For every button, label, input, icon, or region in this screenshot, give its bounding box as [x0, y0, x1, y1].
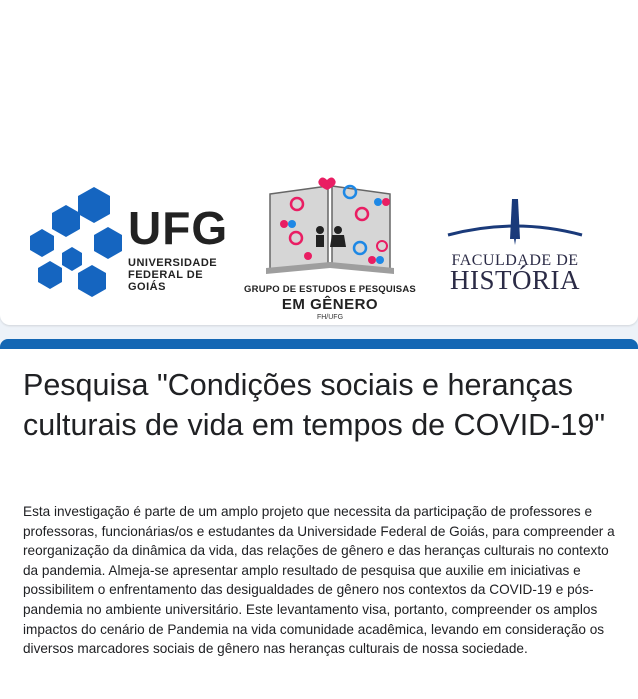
hexagon-cluster-icon	[28, 185, 128, 303]
genero-logo-line2: EM GÊNERO	[281, 296, 379, 313]
form-title: Pesquisa "Condições sociais e heranças culturais de vida em tempos de COVID-19"	[23, 368, 606, 442]
genero-group-logo	[232, 172, 428, 324]
genero-logo-line3: FH/UFG	[316, 314, 344, 321]
faculdade-historia-logo	[440, 195, 590, 295]
genero-logo-line1: GRUPO DE ESTUDOS E PESQUISAS	[244, 284, 416, 295]
historia-emblem-icon	[440, 195, 590, 255]
open-book-gender-icon	[232, 172, 428, 282]
historia-logo-line2: HISTÓRIA	[450, 265, 580, 295]
historia-logo-line1: FACULDADE DE	[451, 252, 579, 269]
ufg-logo	[28, 185, 228, 303]
form-description: Esta investigação é parte de um amplo projeto que necessita da participação de professores e professoras, funcionárias/os e estudantes da Universidade Federal de Goiás, para compreender a reorganização da dinâmica da vida, das relações de gênero e das heranças culturais no contexto da pandemia. Almeja-se apresentar amplo resultado de pesquisa que auxilie em iniciativas e possibilitem o enfrentamento das desigualdades de gênero nos contextos da COVID-19 e pós-pandemia no ambiente universitário. Este levantamento visa, portanto, compreender os amplos impactos do cenário de Pandemia na vida comunidade acadêmica, levando em consideração os diversos marcadores sociais de gênero nas heranças culturais de nossa sociedade.	[23, 504, 615, 657]
ufg-logo-line1: UNIVERSIDADE	[128, 257, 218, 269]
ufg-logo-title: UFG	[128, 202, 229, 254]
ufg-logo-line2: FEDERAL DE GOIÁS	[128, 269, 204, 293]
form-header-card	[0, 339, 638, 699]
header-image	[0, 0, 638, 325]
